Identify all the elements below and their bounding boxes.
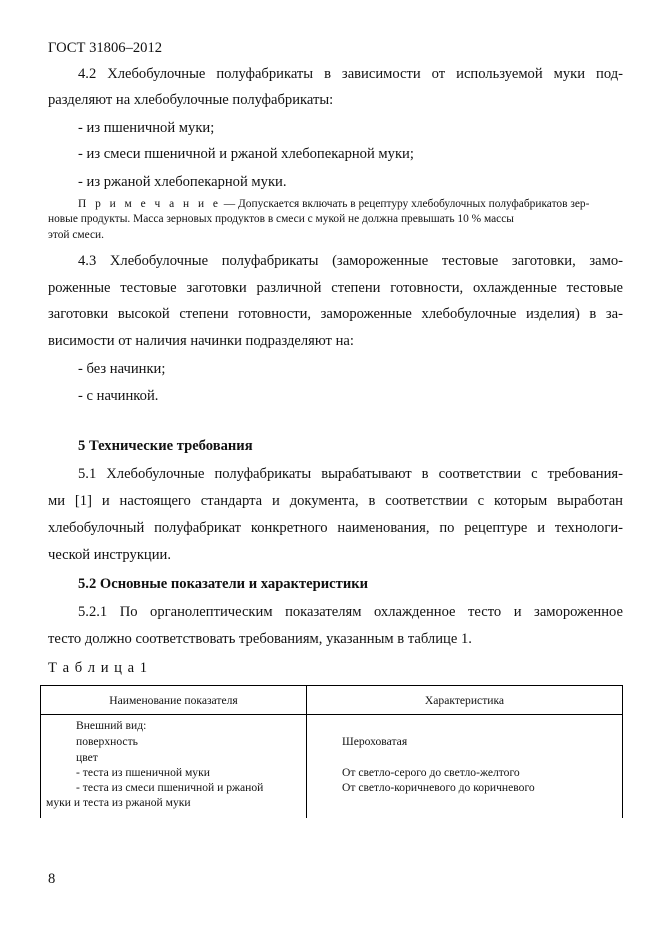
table-top-border xyxy=(40,685,623,686)
table-header-border xyxy=(40,714,623,715)
table-header-indicator: Наименование показателя xyxy=(109,694,238,707)
paragraph-4-3-line-2: роженные тестовые заготовки различной степени готовности, охлажденные тестовые xyxy=(48,280,623,296)
paragraph-4-2-line-2: разделяют на хлебобулочные полуфабрикаты: xyxy=(48,92,334,108)
table-value-mixed-color: От светло-коричневого до коричневого xyxy=(342,781,535,794)
section-5-heading: 5 Технические требования xyxy=(78,438,253,454)
note-label: П р и м е ч а н и е xyxy=(78,198,221,210)
paragraph-5-1-line-1: 5.1 Хлебобулочные полуфабрикаты вырабатывают в соответствии с требования- xyxy=(78,466,623,482)
table-right-border xyxy=(622,685,623,818)
paragraph-5-2-1-line-2: тесто должно соответствовать требованиям, указанным в таблице 1. xyxy=(48,631,472,647)
table-caption: Т а б л и ц а 1 xyxy=(48,660,149,676)
table-value-surface: Шероховатая xyxy=(342,735,408,748)
document-header: ГОСТ 31806–2012 xyxy=(48,40,163,56)
table-row-appearance: Внешний вид: xyxy=(76,719,147,732)
list-item-rye: - из ржаной хлебопекарной муки. xyxy=(78,174,287,190)
list-item-wheat: - из пшеничной муки; xyxy=(78,120,215,136)
paragraph-4-3-line-3: заготовки высокой степени готовности, замороженные хлебобулочные изделия) в за- xyxy=(48,306,623,322)
table-row-color: цвет xyxy=(76,751,98,764)
table-value-wheat-color: От светло-серого до светло-желтого xyxy=(342,766,520,779)
page-number: 8 xyxy=(48,871,56,887)
note-line-2: новые продукты. Масса зерновых продуктов в смеси с мукой не должна превышать 10 % массы xyxy=(48,213,514,225)
list-item-with-filling: - с начинкой. xyxy=(78,388,159,404)
table-row-wheat-dough: - теста из пшеничной муки xyxy=(76,766,210,779)
list-item-mixed: - из смеси пшеничной и ржаной хлебопекарной муки; xyxy=(78,146,414,162)
note-line-3: этой смеси. xyxy=(48,229,104,241)
list-item-no-filling: - без начинки; xyxy=(78,361,166,377)
paragraph-5-1-line-4: ческой инструкции. xyxy=(48,547,171,563)
paragraph-4-2-line-1: 4.2 Хлебобулочные полуфабрикаты в зависимости от используемой муки под- xyxy=(78,66,623,82)
paragraph-4-3-line-1: 4.3 Хлебобулочные полуфабрикаты (замороженные тестовые заготовки, замо- xyxy=(78,253,623,269)
table-row-mixed-dough: - теста из смеси пшеничной и ржаной xyxy=(76,781,264,794)
paragraph-5-1-line-2: ми [1] и настоящего стандарта и документа, в соответствии с которым выработан xyxy=(48,493,623,509)
paragraph-5-2-1-line-1: 5.2.1 По органолептическим показателям охлажденное тесто и замороженное xyxy=(78,604,623,620)
paragraph-5-1-line-3: хлебобулочный полуфабрикат конкретного наименования, по рецептуре и технологи- xyxy=(48,520,623,536)
paragraph-4-3-line-4: висимости от наличия начинки подразделяют на: xyxy=(48,333,354,349)
table-row-mixed-dough-cont: муки и теста из ржаной муки xyxy=(46,796,191,809)
note-text-start: — Допускается включать в рецептуру хлебобулочных полуфабрикатов зер- xyxy=(220,198,590,210)
note-line-1 xyxy=(78,198,589,210)
section-5-2-heading: 5.2 Основные показатели и характеристики xyxy=(78,576,369,592)
table-row-surface: поверхность xyxy=(76,735,138,748)
table-header-characteristic: Характеристика xyxy=(424,694,505,707)
